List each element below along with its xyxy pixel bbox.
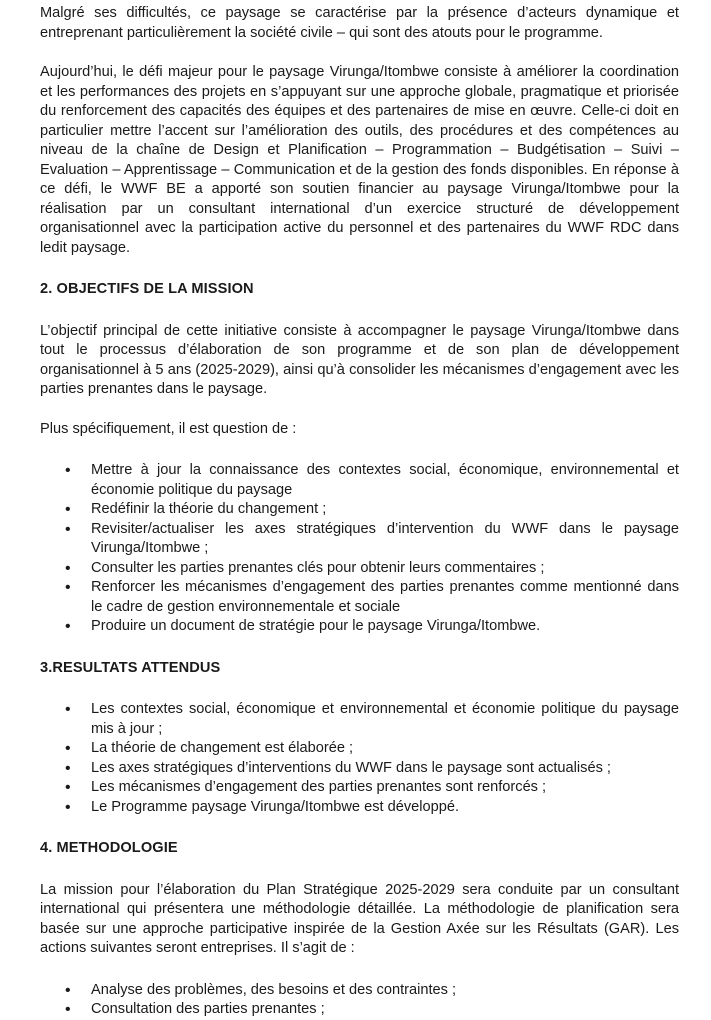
section-4-paragraph-1: La mission pour l’élaboration du Plan Stratégique 2025-2029 sera conduite par un consultant international qui présentera une méthodologie détaillée. La méthodologie de planification sera basée sur une approche participative inspirée de la Gestion Axée sur les Résultats (GAR). Les actions suivantes seront entreprises. Il s’agit de : bbox=[40, 881, 679, 956]
list-item: • Consultation des parties prenantes ; bbox=[40, 1000, 679, 1020]
list-item: • Revisiter/actualiser les axes stratégiques d’intervention du WWF dans le paysage Virunga/Itombwe ; bbox=[40, 520, 679, 559]
list-item: • Le Programme paysage Virunga/Itombwe est développé. bbox=[40, 798, 679, 818]
section-4-heading: 4. METHODOLOGIE bbox=[40, 840, 178, 856]
section-2-paragraph-2: Plus spécifiquement, il est question de : bbox=[40, 420, 297, 437]
section-2-paragraph-1: L’objectif principal de cette initiative consiste à accompagner le paysage Virunga/Itombwe dans tout le processus d’élaboration de son programme et de son plan de développement organisationnel à 5 ans (2025-2029), ainsi qu’à consolider les mécanismes d’engagement avec les parties prenantes dans le paysage. bbox=[40, 322, 679, 397]
list-item: • Les mécanismes d’engagement des parties prenantes sont renforcés ; bbox=[40, 778, 679, 798]
section-3-heading: 3.RESULTATS ATTENDUS bbox=[40, 659, 221, 676]
section-3-bullet-list bbox=[40, 700, 679, 817]
list-item: • Consulter les parties prenantes clés pour obtenir leurs commentaires ; bbox=[40, 559, 679, 579]
list-item: • Mettre à jour la connaissance des contextes social, économique, environnemental et économie politique du paysage bbox=[40, 461, 679, 500]
section-2-heading: 2. OBJECTIFS DE LA MISSION bbox=[40, 281, 254, 297]
list-item: • Renforcer les mécanismes d’engagement des parties prenantes comme mentionné dans le cadre de gestion environnementale et sociale bbox=[40, 578, 679, 617]
section-4-bullet-list bbox=[40, 981, 679, 1020]
list-item: • Produire un document de stratégie pour le paysage Virunga/Itombwe. bbox=[40, 617, 679, 637]
list-item: • Les contextes social, économique et environnemental et économie politique du paysage mis à jour ; bbox=[40, 700, 679, 739]
list-item: • Redéfinir la théorie du changement ; bbox=[40, 500, 679, 520]
intro-paragraph-2: Aujourd’hui, le défi majeur pour le paysage Virunga/Itombwe consiste à améliorer la coordination et les performances des projets en s’appuyant sur une approche globale, pragmatique et priorisée du renforcement des capacités des équipes et des partenaires de mise en œuvre. Celle-ci doit en particulier mettre l’accent sur l’amélioration des outils, des procédures et des compétences au niveau de la chaîne de Design et Planification – Programmation – Budgétisation – Suivi – Evaluation – Apprentissage – Communication et de la gestion des fonds disponibles. En réponse à ce défi, le WWF BE a apporté son soutien financier au paysage Virunga/Itombwe pour la réalisation par un consultant international d’un exercice structuré de développement organisationnel avec la participation active du personnel et des partenaires du WWF RDC dans ledit paysage. bbox=[40, 64, 679, 256]
intro-paragraph-1: Malgré ses difficultés, ce paysage se caractérise par la présence d’acteurs dynamique et entreprenant particulièrement la société civile – qui sont des atouts pour le programme. bbox=[40, 5, 679, 41]
list-item: • La théorie de changement est élaborée ; bbox=[40, 739, 679, 759]
list-item: • Les axes stratégiques d’interventions du WWF dans le paysage sont actualisés ; bbox=[40, 759, 679, 779]
list-item: • Analyse des problèmes, des besoins et des contraintes ; bbox=[40, 981, 679, 1001]
section-2-bullet-list bbox=[40, 461, 679, 637]
